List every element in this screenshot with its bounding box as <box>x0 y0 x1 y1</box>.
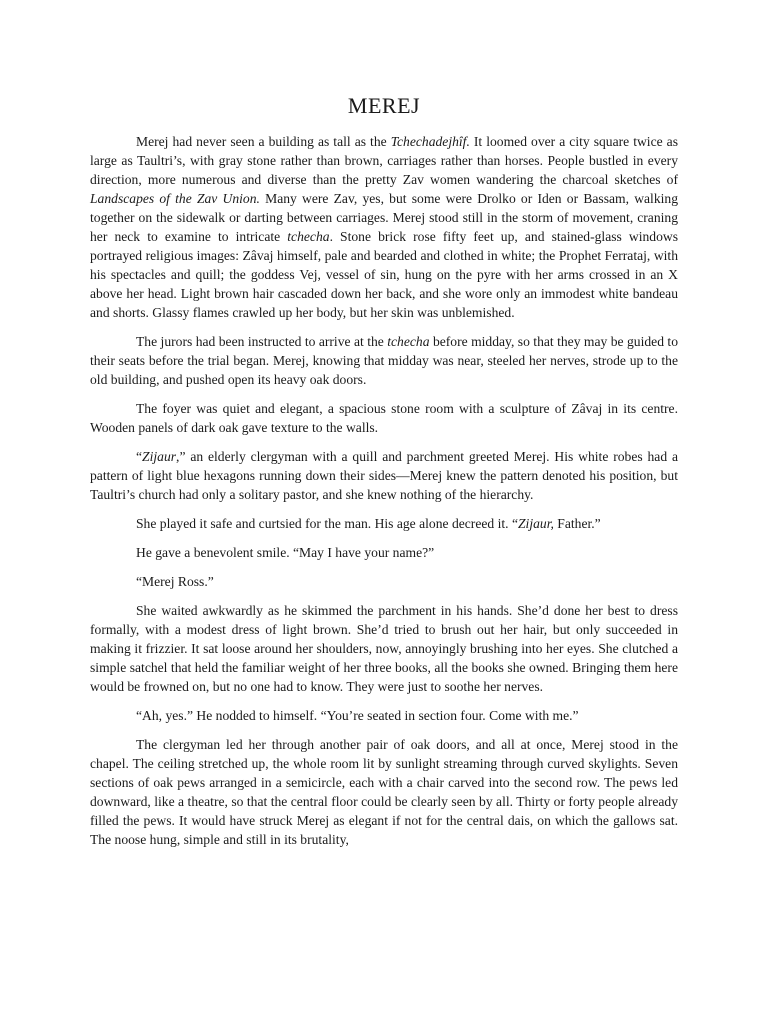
paragraph-7: “Merej Ross.” <box>136 574 214 589</box>
paragraph-4: “Zijaur,” an elderly clergyman with a quill and parchment greeted Merej. His white robes had a pattern of light blue hexagons running down their sides—Merej knew the pattern denoted his position, but Taultri’s church had only a solitary pastor, and she knew nothing of the hierarchy. <box>90 449 678 502</box>
paragraph-3: The foyer was quiet and elegant, a spacious stone room with a sculpture of Zâvaj in its centre. Wooden panels of dark oak gave texture to the walls. <box>90 401 678 435</box>
paragraph-8: She waited awkwardly as he skimmed the parchment in his hands. She’d done her best to dress formally, with a modest dress of light brown. She’d tried to brush out her hair, but only succeeded in making it frizzier. It sat loose around her shoulders, now, annoyingly brushing into her eyes. She clutched a simple satchel that held the familiar weight of her three books, all the books she owned. Bringing them here would be frowned on, but no one had to know. They were just to soothe her nerves. <box>90 603 678 694</box>
paragraph-2: The jurors had been instructed to arrive at the tchecha before midday, so that they may be guided to their seats before the trial began. Merej, knowing that midday was near, steeled her nerves, strode up to the old building, and pushed open its heavy oak doors. <box>90 334 678 387</box>
document-page <box>90 92 678 859</box>
paragraph-10: The clergyman led her through another pair of oak doors, and all at once, Merej stood in the chapel. The ceiling stretched up, the whole room lit by sunlight streaming through curved skylights. Seven sections of oak pews arranged in a semicircle, each with a chair carved into the second row. The pews led downward, like a theatre, so that the central floor could be clearly seen by all. Thirty or forty people already filled the pews. It would have struck Merej as elegant if not for the central dais, on which the gallows sat. The noose hung, simple and still in its brutality, <box>90 737 678 847</box>
chapter-title: MEREJ <box>347 93 421 118</box>
paragraph-6: He gave a benevolent smile. “May I have your name?” <box>136 545 435 560</box>
paragraph-9: “Ah, yes.” He nodded to himself. “You’re seated in section four. Come with me.” <box>136 708 579 723</box>
paragraph-1: Merej had never seen a building as tall as the Tchechadejhîf. It loomed over a city square twice as large as Taultri’s, with gray stone rather than brown, carriages rather than horses. People bustled in every direction, more numerous and diverse than the pretty Zav women wandering the charcoal sketches of Landscapes of the Zav Union. Many were Zav, yes, but some were Drolko or Iden or Bassam, walking together on the sidewalk or darting between carriages. Merej stood still in the storm of movement, craning her neck to examine to intricate tchecha. Stone brick rose fifty feet up, and stained-glass windows portrayed religious images: Zâvaj himself, pale and bearded and clothed in white; the Prophet Ferrataj, with his spectacles and quill; the goddess Vej, vessel of sin, hung on the pyre with her arms crossed in an X above her head. Light brown hair cascaded down her back, and she wore only an immodest white bandeau and shorts. Glassy flames crawled up her body, but her skin was unblemished. <box>90 134 679 320</box>
paragraph-5: She played it safe and curtsied for the man. His age alone decreed it. “Zijaur, Father.” <box>136 516 601 531</box>
